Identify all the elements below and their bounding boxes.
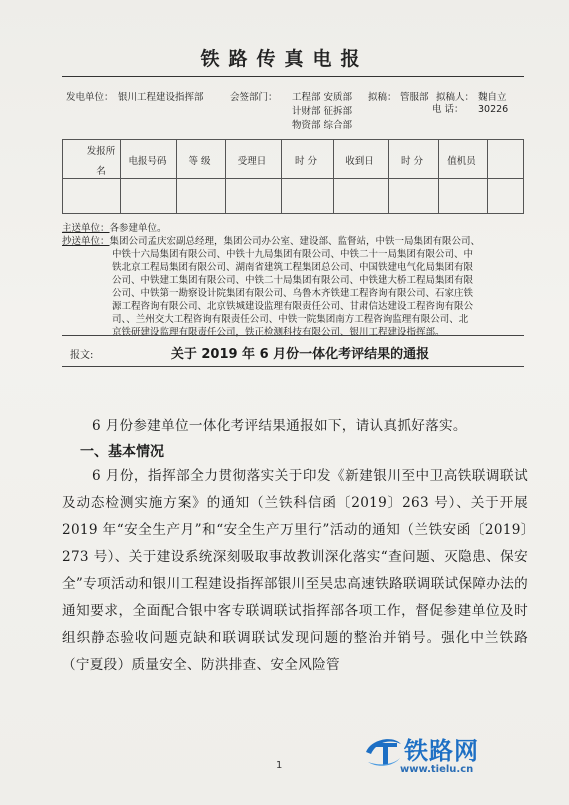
table-header-accept-day: 受理日 [237, 156, 267, 167]
table-col-divider [281, 140, 282, 213]
drafter-person-label: 拟稿人： [436, 92, 475, 103]
table-header-priority: 等 级 [188, 156, 211, 167]
document-title: 铁路传真电报 [200, 48, 369, 70]
cc-line: 京铁研建设监理有限责任公司，铁正检测科技有限公司、银川工程建设指挥部。 [112, 327, 445, 338]
main-recipients-value: 各参建单位。 [109, 223, 167, 234]
page-number: 1 [276, 760, 283, 771]
table-header-received-day: 收到日 [345, 156, 374, 167]
cc-line: 集团公司孟庆宏副总经理，集团公司办公室、建设部、监督站，中铁一局集团有限公司、 [109, 236, 481, 247]
main-recipients [62, 222, 532, 235]
cc-line: 司、、兰州交大工程咨询有限责任公司、中铁一院集团南方工程咨询监理有限公司、北 [112, 314, 469, 325]
table-header-telegram-number: 电报号码 [128, 156, 167, 167]
body-paragraph: 6 月份，指挥部全力贯彻落实关于印发《新建银川至中卫高铁联调联试及动态检测实施方案》的通知（兰铁科信函〔2019〕263 号）、关于开展 2019 年“安全生产月”和“安全生产万里行”活动的通知（兰铁安函〔2019〕273 号）、关于建设系统深刻吸取事故教训深化落实“查问题、灭隐患、保安全”专项活动和银川工程建设指挥部银川至吴忠高速铁路联调联试保障办法的通知要求，全面配合银中客专联调联试指挥部各项工作，督促参建单位及时组织静态验收问题克缺和联调联试发现问题的整治并销号。强化中兰铁路（宁夏段）质量安全、防洪排查、安全风险管 [62, 468, 528, 673]
table-col-divider [333, 140, 334, 213]
cc-line: 公司、中铁建工集团有限公司、中铁二十局集团有限公司、中铁建大桥工程局集团有限 [112, 275, 474, 286]
sender-label: 发电单位： [66, 92, 114, 103]
watermark-logo-icon [363, 732, 403, 770]
watermark-brand-text: 铁路网 [404, 737, 479, 765]
cc-line: 公司、中铁第一勘察设计院集团有限公司、乌鲁木齐铁建工程咨询有限公司、石家庄铁 [112, 288, 474, 299]
subject-divider [62, 366, 524, 367]
cosign-line-2: 计财部 征拆部 [292, 106, 353, 117]
table-header-station-name: 名 [96, 166, 106, 177]
table-col-divider [388, 140, 389, 213]
phone-label: 电 话： [432, 104, 464, 115]
sender-value: 银川工程建设指挥部 [118, 92, 204, 103]
table-header-operator: 值机员 [447, 156, 476, 167]
intro-paragraph: 6 月份参建单位一体化考评结果通报如下，请认真抓好落实。 [92, 418, 467, 434]
table-col-divider [225, 140, 226, 213]
table-header-received-time: 时 分 [400, 156, 424, 167]
table-col-divider [438, 140, 439, 213]
cc-recipients [62, 235, 532, 339]
cc-line: 铁北京工程局集团有限公司、湖南省建筑工程集团总公司、中国铁建电气化局集团有限 [112, 262, 474, 273]
cosign-line-1: 工程部 安质部 [292, 92, 353, 103]
message-label: 报文: [70, 350, 94, 361]
table-header-accept-time: 时 分 [294, 156, 318, 167]
table-row-divider [63, 178, 523, 179]
section-heading: 一、基本情况 [80, 444, 164, 460]
phone-value: 30226 [478, 104, 509, 115]
watermark-url: www.tielu.cn [400, 764, 474, 775]
cc-label: 抄送单位： [62, 236, 110, 247]
drafter-dept-value: 管服部 [400, 92, 429, 103]
drafter-dept-label: 拟稿： [368, 92, 397, 103]
cosign-label: 会签部门： [230, 92, 278, 103]
title-divider [62, 76, 524, 77]
transmission-log-table [62, 139, 524, 214]
drafter-person-value: 魏自立 [478, 92, 507, 103]
main-recipients-label: 主送单位： [62, 223, 110, 234]
table-header-station: 发报所 [86, 146, 116, 157]
cc-line: 源工程咨询有限公司、北京铁城建设监理有限责任公司、甘肃信达建设工程咨询有限公 [112, 301, 474, 312]
message-subject: 关于 2019 年 6 月份一体化考评结果的通报 [170, 347, 430, 362]
distribution-divider [62, 335, 524, 336]
cosign-line-3: 物资部 综合部 [292, 120, 353, 131]
table-col-divider [487, 140, 488, 213]
table-col-divider [176, 140, 177, 213]
cc-line: 中铁十六局集团有限公司、中铁十九局集团有限公司、中铁二十一局集团有限公司、中 [112, 249, 474, 260]
